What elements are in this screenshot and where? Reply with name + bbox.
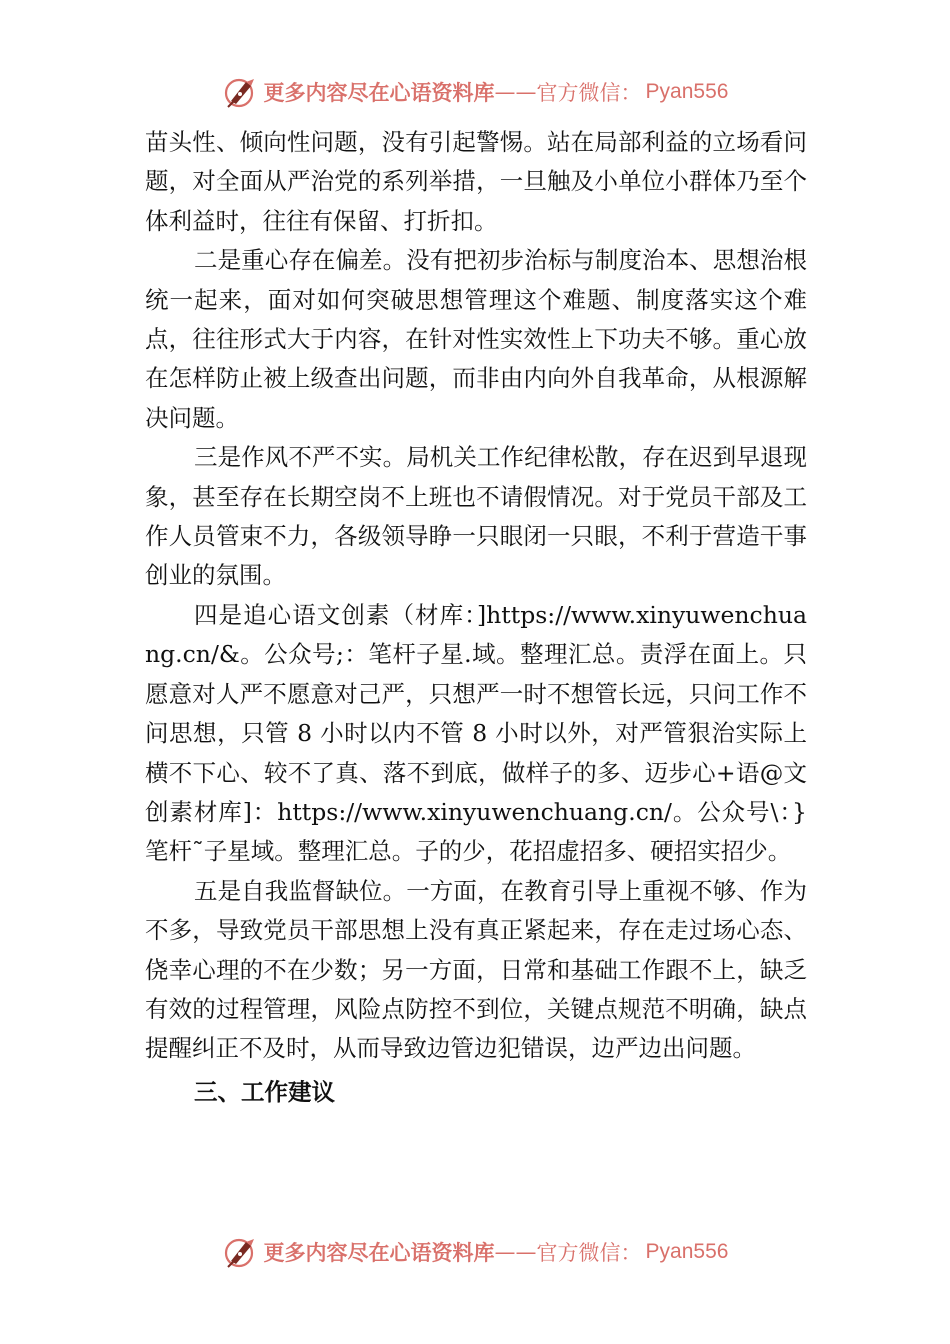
section-heading: 三、工作建议 [194,1077,335,1106]
banner-dash: —— [494,1240,537,1264]
banner-wechat-id: Pyan556 [645,80,729,103]
pen-nib-logo-icon [222,1233,260,1271]
paragraph-point-three: 三是作风不严不实。局机关工作纪律松散，存在迟到早退现象，甚至存在长期空岗不上班也不请假情况。对于党员干部及工作人员管束不力，各级领导睁一只眼闭一只眼，不利于营造干事创业的氛围。 [145,443,807,590]
banner-wechat-label: 官方微信： [536,1241,642,1265]
paragraph-point-two: 二是重心存在偏差。没有把初步治标与制度治本、思想治根统一起来，面对如何突破思想管理这个难题、制度落实这个难点，往往形式大于内容，在针对性实效性上下功夫不够。重心放在怎样防止被上级查出问题，而非由内向外自我革命，从根源解决问题。 [145,246,807,432]
footer-banner [0,1230,950,1274]
banner-slogan: 更多内容尽在心语资料库 [263,80,495,105]
document-body [145,123,807,1112]
banner-wechat-id: Pyan556 [645,1240,729,1263]
banner-wechat-label: 官方微信： [536,81,642,105]
pen-nib-logo-icon [222,73,260,111]
header-banner [0,70,950,114]
paragraph-continuation: 苗头性、倾向性问题，没有引起警惕。站在局部利益的立场看问题，对全面从严治党的系列举措，一旦触及小单位小群体乃至个体利益时，往往有保留、打折扣。 [145,128,807,235]
banner-slogan: 更多内容尽在心语资料库 [263,1240,495,1265]
paragraph-point-four: 四是追心语文创素（材库：]https://www.xinyuwenchuang.cn/&。公众号;：笔杆子星.域。整理汇总。责浮在面上。只愿意对人严不愿意对己严，只想严一时不想管长远，只问工作不问思想，只管 8 小时以内不管 8 小时以外，对严管狠治实际上横不下心、较不了真、落不到底，做样子的多、迈步心+语@文创素材库]：https://www.xinyuwenchuang.cn/。公众号\：}笔杆˜子星域。整理汇总。子的少，花招虚招多、硬招实招少。 [145,600,807,866]
banner-dash: —— [494,80,537,104]
paragraph-point-five: 五是自我监督缺位。一方面，在教育引导上重视不够、作为不多，导致党员干部思想上没有真正紧起来，存在走过场心态、侥幸心理的不在少数；另一方面，日常和基础工作跟不上，缺乏有效的过程管理，风险点防控不到位，关键点规范不明确，缺点提醒纠正不及时，从而导致边管边犯错误，边严边出问题。 [145,876,807,1063]
